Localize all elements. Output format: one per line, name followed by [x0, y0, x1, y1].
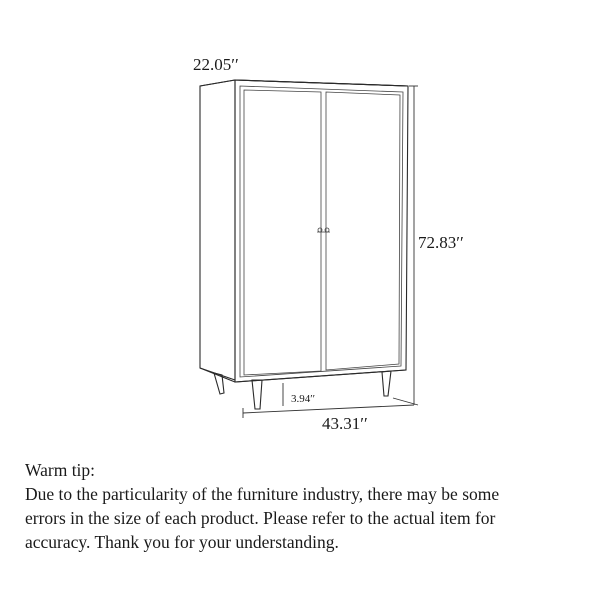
wardrobe-drawing [200, 80, 408, 409]
wardrobe-base [200, 368, 406, 382]
left-door [244, 90, 321, 375]
height-dimension-label: 72.83′′ [418, 233, 464, 252]
dimension-guides [243, 86, 418, 418]
door-handles [317, 228, 330, 232]
leg-height-dimension-label: 3.94′′ [291, 393, 316, 405]
wardrobe-side-panel [200, 80, 235, 380]
warm-tip-note [25, 458, 585, 554]
note-line-2: errors in the size of each product. Please refer to the actual item for [25, 508, 496, 528]
depth-dimension-label: 22.05′′ [193, 55, 239, 74]
note-line-3: accuracy. Thank you for your understanding. [25, 532, 339, 552]
width-dimension-label: 43.31′′ [322, 414, 368, 433]
note-title: Warm tip: [25, 460, 96, 480]
note-line-1: Due to the particularity of the furniture industry, there may be some [25, 484, 500, 504]
right-door [326, 92, 400, 370]
